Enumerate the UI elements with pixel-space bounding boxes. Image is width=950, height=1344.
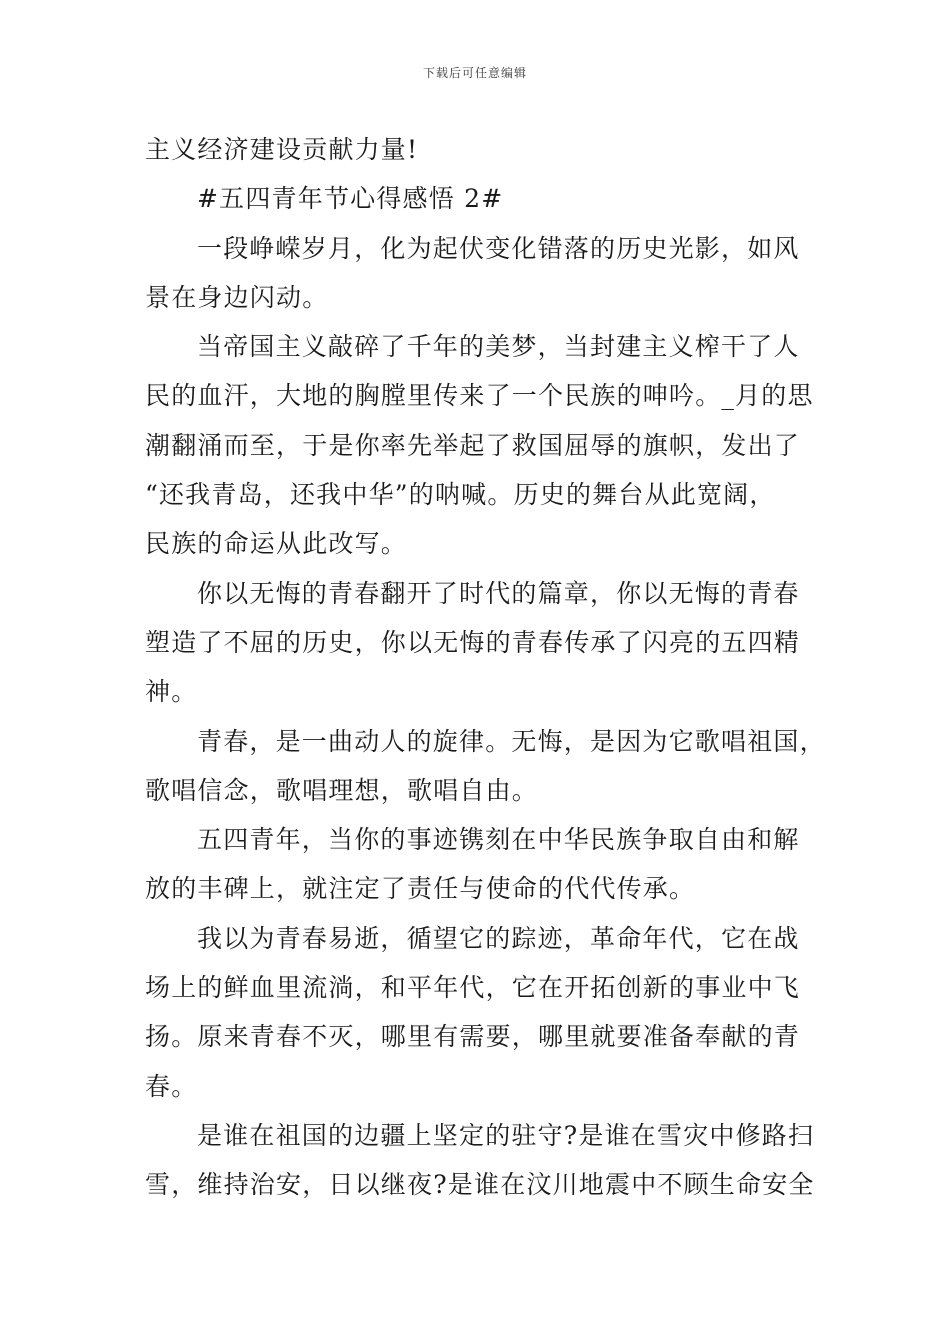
paragraph-continuation bbox=[145, 125, 813, 174]
paragraph bbox=[145, 1111, 813, 1210]
document-body bbox=[145, 125, 826, 1210]
page-header: 下载后可任意编辑 bbox=[422, 66, 527, 80]
text-line: 我以为青春易逝，循望它的踪迹，革命年代，它在战 bbox=[197, 923, 800, 953]
text-line: 青春，是一曲动人的旋律。无悔，是因为它歌唱祖国， bbox=[197, 726, 826, 756]
text-line: 歌唱信念，歌唱理想，歌唱自由。 bbox=[145, 775, 539, 805]
text-line: 景在身边闪动。 bbox=[145, 282, 329, 312]
text-line: 雪，维持治安，日以继夜?是谁在汶川地震中不顾生命安全 bbox=[145, 1170, 815, 1200]
paragraph bbox=[145, 224, 813, 323]
text-line: #五四青年节心得感悟 2# bbox=[197, 184, 504, 214]
text-line: 神。 bbox=[145, 677, 198, 707]
paragraph bbox=[145, 815, 813, 914]
text-line: 主义经济建设贡献力量! bbox=[145, 135, 419, 164]
paragraph bbox=[145, 322, 813, 568]
text-line: 五四青年，当你的事迹镌刻在中华民族争取自由和解 bbox=[197, 825, 800, 855]
text-line: 塑造了不屈的历史，你以无悔的青春传承了闪亮的五四精 bbox=[145, 627, 801, 657]
paragraph bbox=[145, 717, 826, 816]
paragraph bbox=[145, 914, 813, 1111]
paragraph bbox=[145, 569, 813, 717]
text-line: 你以无悔的青春翻开了时代的篇章，你以无悔的青春 bbox=[197, 578, 800, 608]
section-heading bbox=[145, 174, 813, 223]
text-line: 春。 bbox=[145, 1071, 198, 1101]
text-line: 放的丰碑上，就注定了责任与使命的代代传承。 bbox=[145, 874, 696, 904]
text-line: 是谁在祖国的边疆上坚定的驻守?是谁在雪灾中修路扫 bbox=[197, 1120, 815, 1150]
text-line: 潮翻涌而至，于是你率先举起了救国屈辱的旗帜，发出了 bbox=[145, 430, 801, 460]
text-line: 一段峥嵘岁月，化为起伏变化错落的历史光影，如风 bbox=[197, 233, 800, 263]
text-line: 扬。原来青春不灭，哪里有需要，哪里就要准备奉献的青 bbox=[145, 1022, 801, 1052]
text-line: “还我青岛，还我中华”的呐喊。历史的舞台从此宽阔， bbox=[145, 480, 776, 510]
text-line: 民的血汗，大地的胸膛里传来了一个民族的呻吟。_月的思 bbox=[145, 381, 814, 411]
text-line: 场上的鲜血里流淌，和平年代，它在开拓创新的事业中飞 bbox=[145, 973, 801, 1003]
text-line: 当帝国主义敲碎了千年的美梦，当封建主义榨干了人 bbox=[197, 332, 800, 362]
text-line: 民族的命运从此改写。 bbox=[145, 529, 408, 559]
